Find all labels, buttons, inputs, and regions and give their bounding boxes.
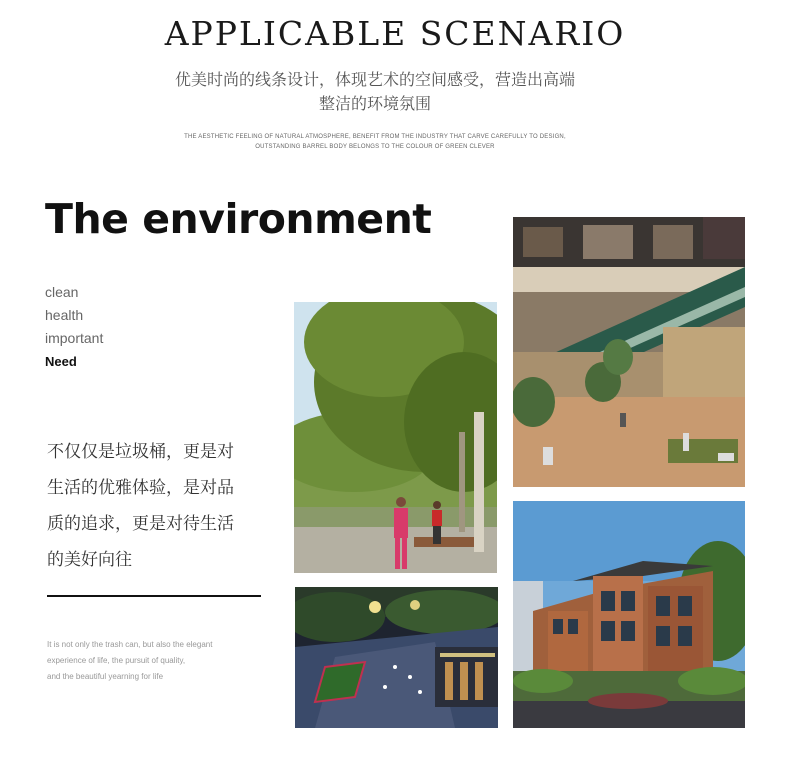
english-line: experience of life, the pursuit of quality, xyxy=(47,656,186,665)
chinese-subtitle xyxy=(0,68,750,116)
paragraph-line: 的美好向往 xyxy=(47,550,132,570)
page-title: APPLICABLE SCENARIO xyxy=(164,14,626,53)
paragraph-line: 生活的优雅体验，是对品 xyxy=(47,478,234,498)
fine-print-line: OUTSTANDING BARREL BODY BELONGS TO THE COLOUR OF GREEN CLEVER xyxy=(255,144,495,150)
keyword-health: health xyxy=(45,307,84,323)
fine-print-line: THE AESTHETIC FEELING OF NATURAL ATMOSPHERE, BENEFIT FROM THE INDUSTRY THAT CARVE CAREFULLY TO DESIGN, xyxy=(184,134,566,140)
residential-building-photo xyxy=(513,501,745,728)
paragraph-line: 不仅仅是垃圾桶，更是对 xyxy=(47,442,234,462)
keyword-important: important xyxy=(45,330,104,346)
section-heading: The environment xyxy=(45,195,432,243)
keyword-clean: clean xyxy=(45,284,79,300)
night-plaza-photo xyxy=(295,587,498,728)
chinese-paragraph xyxy=(47,434,257,578)
keyword-need: Need xyxy=(45,354,77,369)
park-tai-chi-photo xyxy=(294,302,497,573)
shopping-mall-atrium-photo xyxy=(513,217,745,487)
chinese-subtitle-line: 整洁的环境氛围 xyxy=(318,94,431,113)
chinese-subtitle-line: 优美时尚的线条设计，体现艺术的空间感受，营造出高端 xyxy=(174,70,575,89)
english-line: and the beautiful yearning for life xyxy=(47,672,164,681)
english-paragraph xyxy=(47,637,287,685)
english-line: It is not only the trash can, but also the elegant xyxy=(47,640,213,649)
paragraph-line: 质的追求，更是对待生活 xyxy=(47,514,234,534)
english-fine-print xyxy=(0,132,750,152)
keyword-list xyxy=(45,281,103,373)
divider xyxy=(47,595,261,597)
